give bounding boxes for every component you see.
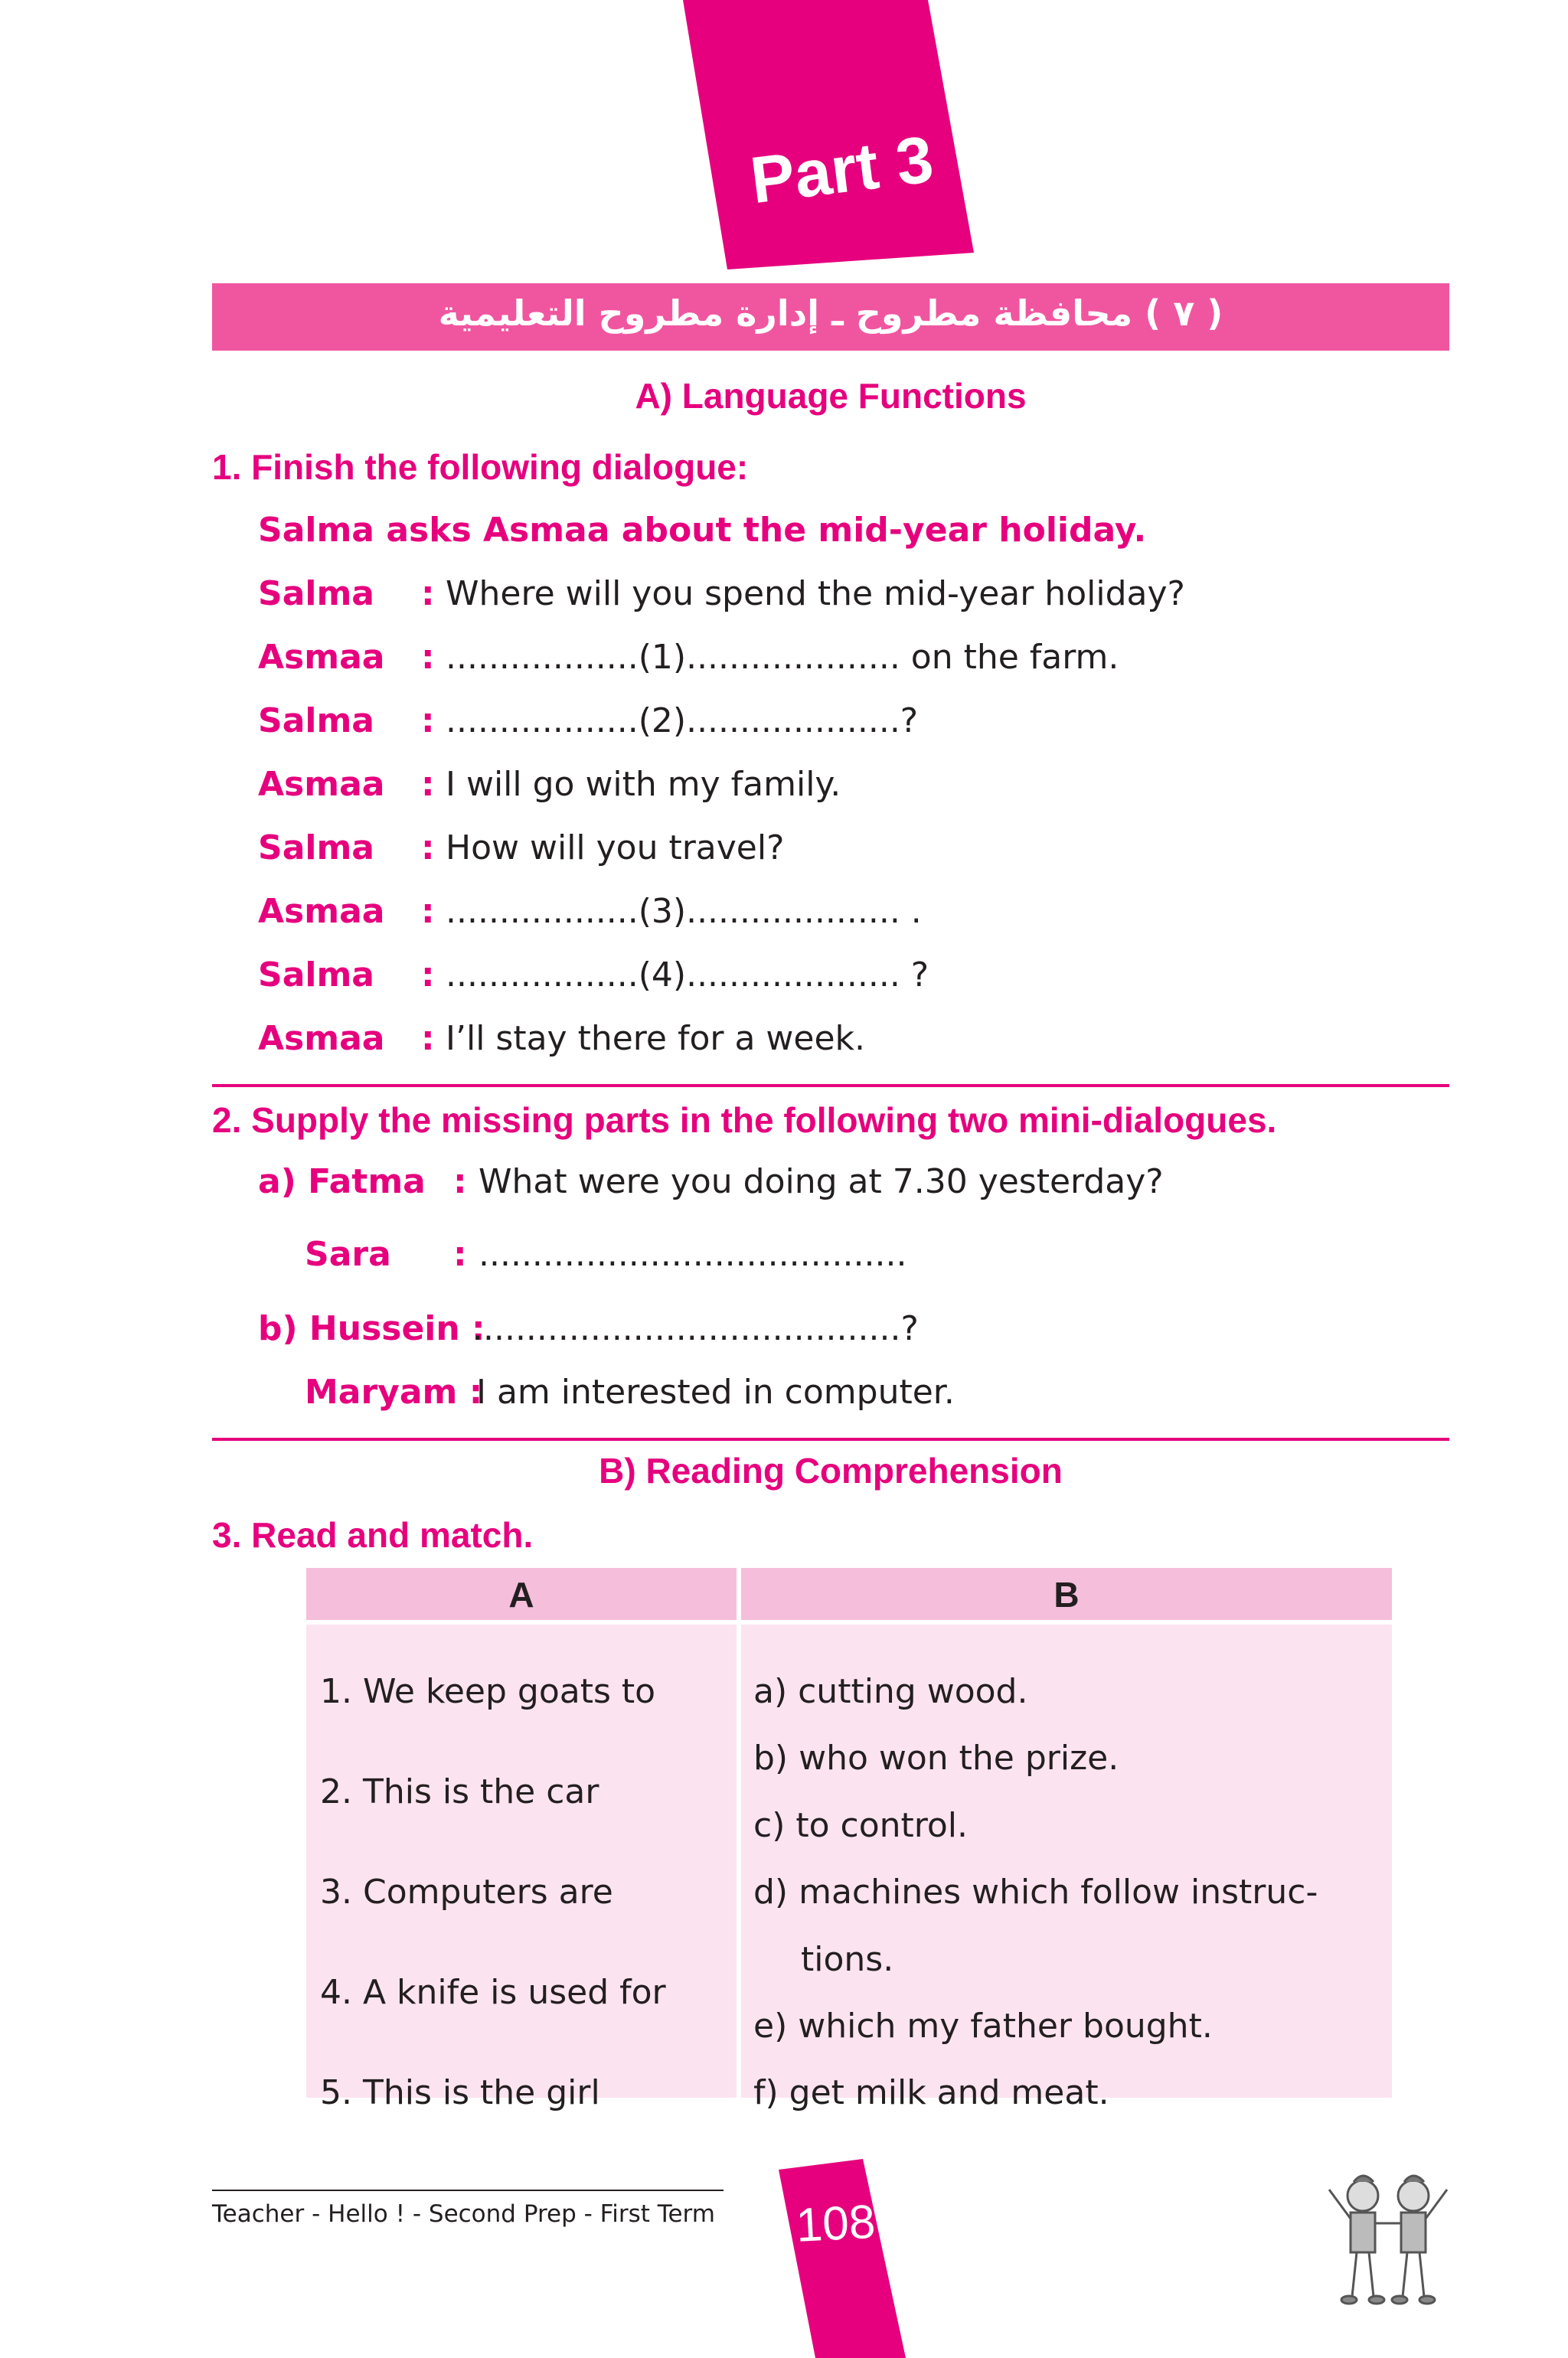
colon: :: [421, 955, 435, 994]
footer-rule: [212, 2190, 724, 2191]
dialogue-line: I’ll stay there for a week.: [446, 1019, 865, 1058]
governorate-bar: [212, 283, 1449, 351]
speaker-label: Salma: [258, 574, 375, 613]
match-item-a: 5. This is the girl: [320, 2073, 600, 2112]
q1-situation: Salma asks Asmaa about the mid-year holiday.: [258, 511, 1147, 550]
colon: :: [453, 1162, 467, 1201]
q1-heading: 1. Finish the following dialogue:: [212, 447, 749, 487]
footer-book-title: Teacher - Hello ! - Second Prep - First Term: [212, 2200, 715, 2228]
colon: :: [421, 574, 435, 613]
section-a-title: A) Language Functions: [635, 376, 1027, 416]
match-item-b: c) to control.: [753, 1806, 969, 1845]
page-number-badge: [762, 2159, 938, 2358]
colon: :: [421, 828, 435, 867]
dialogue-line: How will you travel?: [446, 828, 785, 867]
colon: :: [421, 701, 435, 740]
match-item-a: 1. We keep goats to: [320, 1672, 656, 1711]
speaker-label: Salma: [258, 701, 375, 740]
speaker-label: Sara: [305, 1235, 391, 1274]
speaker-label: Maryam :: [305, 1373, 483, 1412]
answer-blank: ........................................: [479, 1235, 907, 1274]
colon: :: [421, 638, 435, 677]
colon: :: [453, 1235, 467, 1274]
divider: [212, 1438, 1449, 1441]
speaker-label: b) Hussein :: [258, 1309, 485, 1348]
dialogue-line: Where will you spend the mid-year holiday?: [446, 574, 1185, 613]
dialogue-line: I am interested in computer.: [476, 1373, 955, 1412]
column-b-label: B: [1054, 1575, 1080, 1615]
speaker-label: Asmaa: [258, 638, 385, 677]
colon: :: [421, 892, 435, 931]
match-item-b: d) machines which follow instruc-: [753, 1873, 1318, 1912]
q3-heading: 3. Read and match.: [212, 1515, 534, 1555]
part-title: Part 3: [746, 122, 938, 218]
speaker-label: Asmaa: [258, 892, 385, 931]
dialogue-line: ..................(2)....................?: [446, 701, 919, 740]
section-b-title: B) Reading Comprehension: [599, 1451, 1063, 1491]
colon: :: [421, 1019, 435, 1058]
column-a-body: [306, 1625, 737, 2112]
q2-heading: 2. Supply the missing parts in the following two mini-dialogues.: [212, 1100, 1277, 1140]
dialogue-line: ..................(4).................... ?: [446, 955, 929, 994]
match-item-a: 4. A knife is used for: [320, 1973, 666, 2012]
match-item-b: a) cutting wood.: [753, 1672, 1028, 1711]
dialogue-line: ..................(3).................... .: [446, 892, 922, 931]
speaker-label: Asmaa: [258, 1019, 385, 1058]
match-item-b: f) get milk and meat.: [753, 2073, 1109, 2112]
page-number: 108: [795, 2195, 877, 2252]
answer-blank: ........................................?: [472, 1309, 919, 1348]
dialogue-line: ..................(1).................... on the farm.: [446, 638, 1119, 677]
column-b-header: [741, 1568, 1392, 1620]
match-item-a: 2. This is the car: [320, 1772, 599, 1811]
match-item-b-continued: tions.: [801, 1940, 894, 1979]
governorate-title: ( ٧ ) محافظة مطروح ـ إدارة مطروح التعليمية: [438, 292, 1223, 334]
match-item-b: e) which my father bought.: [753, 2007, 1213, 2046]
dialogue-line: I will go with my family.: [446, 765, 841, 804]
column-a-header: [306, 1568, 737, 1620]
speaker-label: Asmaa: [258, 765, 385, 804]
match-table: [306, 1568, 1392, 2112]
column-a-label: A: [508, 1575, 534, 1615]
colon: :: [421, 765, 435, 804]
match-item-a: 3. Computers are: [320, 1873, 613, 1912]
speaker-label: Salma: [258, 955, 375, 994]
speaker-label: a) Fatma: [258, 1162, 426, 1201]
column-b-body: [741, 1625, 1392, 2112]
match-item-b: b) who won the prize.: [753, 1739, 1119, 1778]
kids-mascot-icon: [1323, 2159, 1453, 2312]
dialogue-line: What were you doing at 7.30 yesterday?: [479, 1162, 1164, 1201]
speaker-label: Salma: [258, 828, 375, 867]
divider: [212, 1084, 1449, 1087]
